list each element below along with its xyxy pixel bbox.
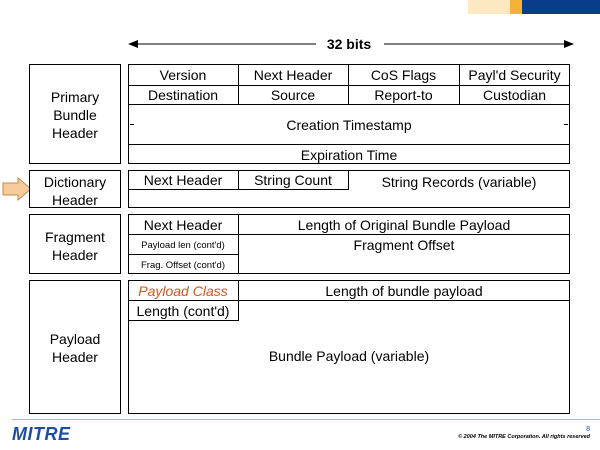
primary-header-label: Primary Bundle Header <box>50 89 100 141</box>
field-length-original-payload: Length of Original Bundle Payload <box>297 217 511 233</box>
mitre-logo: MITRE <box>12 424 71 444</box>
field-next-header: Next Header <box>253 67 333 83</box>
field-cos-flags: CoS Flags <box>370 67 437 83</box>
field-length-bundle-payload: Length of bundle payload <box>325 283 483 299</box>
corner-decoration-blue <box>522 0 600 14</box>
field-payld-security: Payl'd Security <box>468 67 561 83</box>
field-frag-next-header: Next Header <box>143 217 223 233</box>
field-string-records: String Records (variable) <box>381 174 537 190</box>
field-length-contd: Length (cont'd) <box>136 303 230 319</box>
width-label: 32 bits <box>326 36 372 52</box>
field-expiration-time: Expiration Time <box>300 147 398 163</box>
field-payload-class: Payload Class <box>138 283 228 299</box>
payload-header-label: Payload Header <box>49 331 101 365</box>
field-string-count: String Count <box>254 172 332 188</box>
field-fragment-offset: Fragment Offset <box>353 237 455 253</box>
current-section-arrow <box>2 177 32 201</box>
field-destination: Destination <box>147 87 219 103</box>
field-version: Version <box>159 67 207 83</box>
field-payload-len-contd: Payload len (cont'd) <box>141 240 225 251</box>
field-frag-offset-contd: Frag. Offset (cont'd) <box>140 260 225 271</box>
field-custodian: Custodian <box>482 87 547 103</box>
field-report-to: Report-to <box>374 87 433 103</box>
field-dict-next-header: Next Header <box>143 172 223 188</box>
corner-decoration-gold <box>510 0 522 14</box>
field-source: Source <box>270 87 316 103</box>
page-number: 8 <box>586 426 590 433</box>
field-creation-timestamp: Creation Timestamp <box>286 117 412 133</box>
footer-divider <box>12 419 600 420</box>
fragment-header-label: Fragment Header <box>45 229 105 263</box>
dictionary-header-label: Dictionary Header <box>43 174 107 208</box>
field-bundle-payload: Bundle Payload (variable) <box>268 348 430 364</box>
copyright-text: © 2004 The MITRE Corporation. All rights reserved <box>458 434 590 440</box>
